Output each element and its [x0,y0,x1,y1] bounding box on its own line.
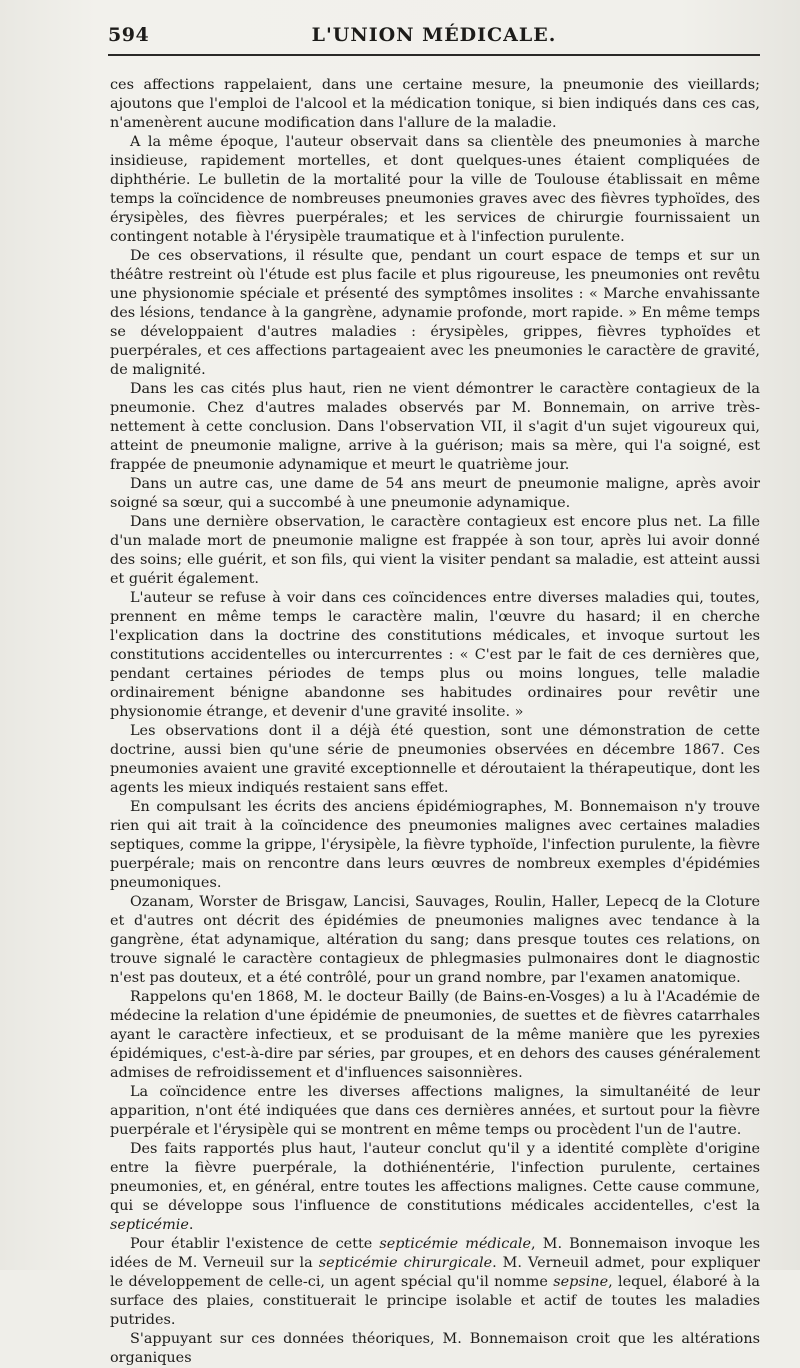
paragraph-text: Dans les cas cités plus haut, rien ne vient démontrer le caractère contagieux de la pneumonie. Chez d'autres malades observés par M. Bonnemain, on arrive très-nettement à cette conclusion. Dans l'observation VII, il s'agit d'un sujet vigoureux qui, atteint de pneumonie maligne, arrive à la guérison; mais sa mère, qui l'a soigné, est frappée de pneumonie adynamique et meurt le quatrième jour. [110,381,760,473]
body-paragraph [110,76,760,133]
body-paragraph [110,513,760,589]
paragraph-text: . M. Verneuil admet, pour expliquer le développement de celle-ci, un agent spécial qu'il nomme [110,1255,760,1290]
body-paragraph [110,475,760,513]
paragraph-text: De ces observations, il résulte que, pendant un court espace de temps et sur un théâtre restreint où l'étude est plus facile et plus rigoureuse, les pneumonies ont revêtu une physionomie spéciale et présenté des symptômes insolites : « Marche envahissante des lésions, tendance à la gangrène, adynamie profonde, mort rapide. » En même temps se développaient d'autres maladies : érysipèles, grippes, fièvres typhoïdes et puerpérales, et ces affections partageaient avec les pneumonies le caractère de gravité, de malignité. [110,248,760,378]
paragraph-text: ces affections rappelaient, dans une certaine mesure, la pneumonie des vieillards; ajoutons que l'emploi de l'alcool et la médication tonique, si bien indiqués dans ces cas, n'amenèrent aucune modification dans l'allure de la maladie. [110,77,760,131]
paragraph-text: Pour établir l'existence de cette [130,1236,380,1252]
body-paragraph [110,988,760,1083]
body-paragraph [110,798,760,893]
paragraph-text: . [188,1217,194,1233]
paragraph-text: A la même époque, l'auteur observait dans sa clientèle des pneumonies à marche insidieuse, rapidement mortelles, et dont quelques-unes étaient compliquées de diphthérie. Le bulletin de la mortalité pour la ville de Toulouse établissait en même temps la coïncidence de nombreuses pneumonies graves avec des fièvres typhoïdes, des érysipèles, des fièvres puerpérales; et les services de chirurgie fournissaient un contingent notable à l'érysipèle traumatique et à l'infection purulente. [110,134,760,245]
italic-term: septicémie chirurgicale [318,1255,493,1271]
paragraph-text: Des faits rapportés plus haut, l'auteur conclut qu'il y a identité complète d'origine entre la fièvre puerpérale, la dothiénentérie, l'infection purulente, certaines pneumonies, et, en général, entre toutes les affections malignes. Cette cause commune, qui se développe sous l'influence de constitutions médicales accidentelles, c'est la [110,1141,760,1214]
body-paragraph [110,380,760,475]
paragraph-text: S'appuyant sur ces données théoriques, M. Bonnemaison croit que les altérations organiques [110,1331,760,1366]
paragraph-text: En compulsant les écrits des anciens épidémiographes, M. Bonnemaison n'y trouve rien qui ait trait à la coïncidence des pneumonies malignes avec certaines maladies septiques, comme la grippe, l'érysipèle, la fièvre typhoïde, l'infection purulente, la fièvre puerpérale; mais on rencontre dans leurs œuvres de nombreux exemples d'épidémies pneumoniques. [110,799,760,891]
running-title: L'UNION MÉDICALE. [311,24,557,46]
page-header [108,18,760,56]
italic-term: sepsine [553,1274,609,1290]
italic-term: septicémie [110,1217,189,1233]
body-paragraph [110,1330,760,1368]
body-paragraph [110,1083,760,1140]
italic-term: septicémie médicale [379,1236,532,1252]
body-paragraph [110,247,760,380]
paragraph-text: , lequel, élaboré à la surface des plaies, constituerait le principe isolable et actif de toutes les maladies putrides. [110,1274,760,1328]
paragraph-text: , M. Bonnemaison invoque les idées de M. Verneuil sur la [110,1236,760,1271]
paragraph-text: Dans un autre cas, une dame de 54 ans meurt de pneumonie maligne, après avoir soigné sa sœur, qui a succombé à une pneumonie adynamique. [110,476,760,511]
paragraph-text: L'auteur se refuse à voir dans ces coïncidences entre diverses maladies qui, toutes, prennent en même temps le caractère malin, l'œuvre du hasard; il en cherche l'explication dans la doctrine des constitutions médicales, et invoque surtout les constitutions accidentelles ou intercurrentes : « C'est par le fait de ces dernières que, pendant certaines périodes de temps plus ou moins longues, telle maladie ordinairement bénigne abandonne ses habitudes ordinaires pour revêtir une physionomie étrange, et devenir d'une gravité insolite. » [110,590,760,720]
body-paragraph [110,1140,760,1235]
article-body [110,76,760,1368]
page-number: 594 [108,24,150,46]
paragraph-text: La coïncidence entre les diverses affections malignes, la simultanéité de leur apparition, n'ont été indiquées que dans ces dernières années, et surtout pour la fièvre puerpérale et l'érysipèle qui se montrent en même temps ou procèdent l'un de l'autre. [110,1084,760,1138]
paragraph-text: Rappelons qu'en 1868, M. le docteur Bailly (de Bains-en-Vosges) a lu à l'Académie de médecine la relation d'une épidémie de pneumonies, de suettes et de fièvres catarrhales ayant le caractère infectieux, et se produisant de la même manière que les pyrexies épidémiques, c'est-à-dire par séries, par groupes, et en dehors des causes généralement admises de refroidissement et d'influences saisonnières. [110,989,760,1081]
body-paragraph [110,722,760,798]
body-paragraph [110,589,760,722]
body-paragraph [110,1235,760,1330]
body-paragraph [110,133,760,247]
paragraph-text: Ozanam, Worster de Brisgaw, Lancisi, Sauvages, Roulin, Haller, Lepecq de la Cloture et d'autres ont décrit des épidémies de pneumonies malignes avec tendance à la gangrène, état adynamique, altération du sang; dans presque toutes ces relations, on trouve signalé le caractère contagieux de phlegmasies pulmonaires dont le diagnostic n'est pas douteux, et a été contrôlé, pour un grand nombre, par l'examen anatomique. [110,894,760,986]
paragraph-text: Les observations dont il a déjà été question, sont une démonstration de cette doctrine, aussi bien qu'une série de pneumonies observées en décembre 1867. Ces pneumonies avaient une gravité exceptionnelle et déroutaient la thérapeutique, dont les agents les mieux indiqués restaient sans effet. [110,723,760,796]
paragraph-text: Dans une dernière observation, le caractère contagieux est encore plus net. La fille d'un malade mort de pneumonie maligne est frappée à son tour, après lui avoir donné des soins; elle guérit, et son fils, qui vient la visiter pendant sa maladie, est atteint aussi et guérit également. [110,514,760,587]
body-paragraph [110,893,760,988]
